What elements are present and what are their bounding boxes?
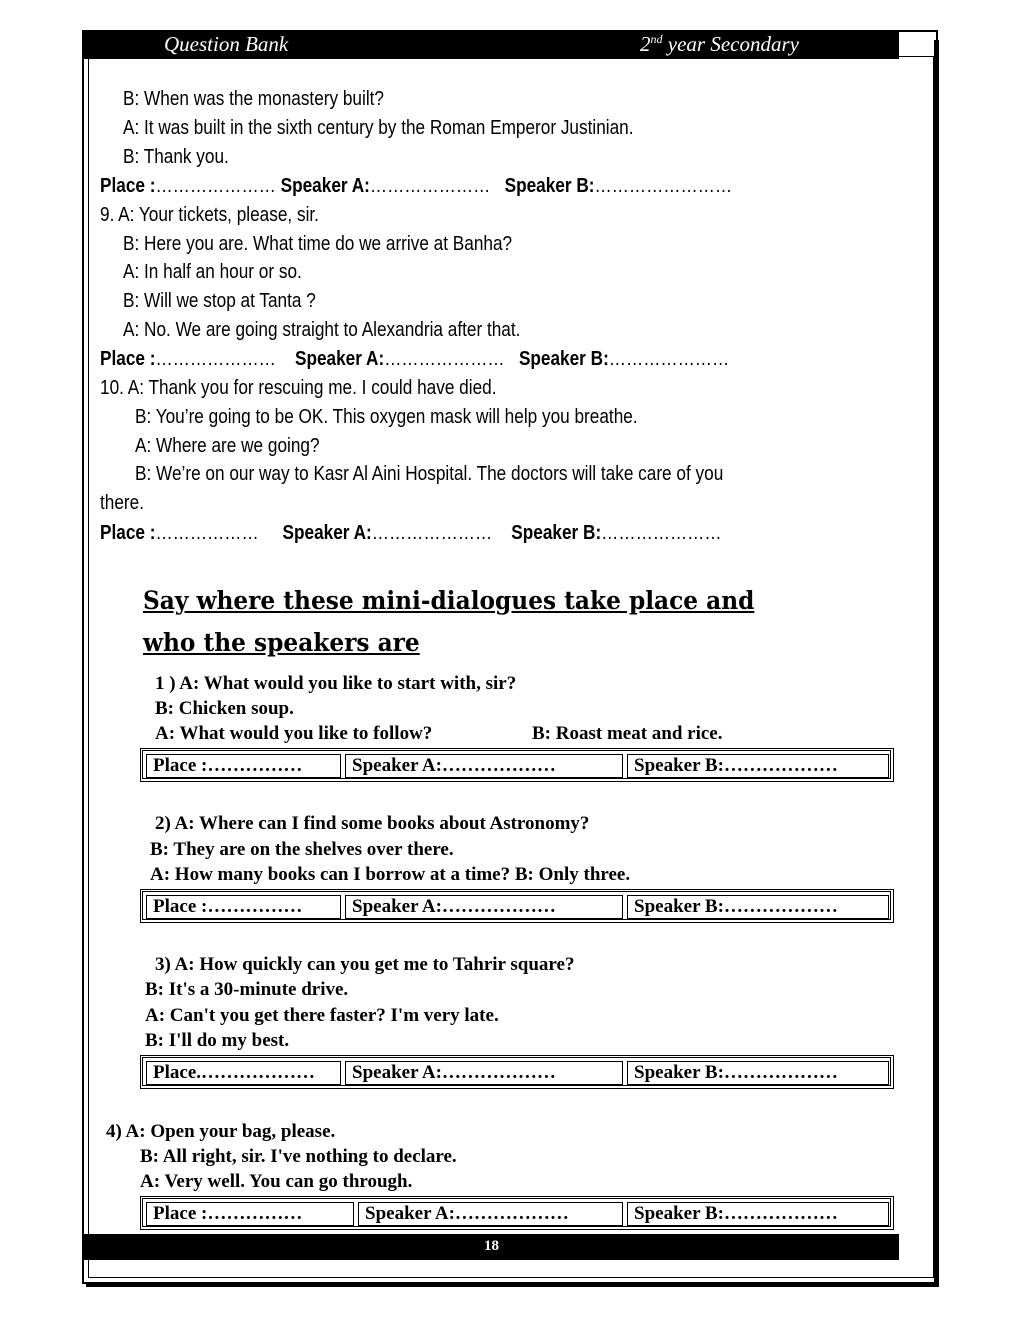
mini-dialogue-line: 1 ) A: What would you like to start with, sir? — [155, 673, 517, 694]
dialogue-line: B: Here you are. What time do we arrive at Banha? — [123, 233, 513, 255]
speaker-b-label: Speaker B: — [511, 522, 602, 544]
mini-dialogue-line: B: All right, sir. I've nothing to declare. — [140, 1146, 457, 1167]
section-heading-line-1: Say where these mini-dialogues take place and — [143, 586, 755, 615]
place-cell[interactable]: Place :…………… — [146, 895, 341, 919]
dialogue-line: A: In half an hour or so. — [123, 261, 302, 283]
place-blank[interactable]: ……………… — [155, 522, 259, 544]
dialogue-line: A: Where are we going? — [135, 435, 320, 457]
header-grade — [640, 32, 799, 57]
speaker-a-cell[interactable]: Speaker A:……………… — [345, 895, 623, 919]
dialogue-line: 9. A: Your tickets, please, sir. — [100, 204, 319, 226]
answer-line-9 — [100, 348, 729, 371]
mini-dialogue-line: B: Roast meat and rice. — [532, 723, 723, 744]
speaker-a-label: Speaker A: — [294, 348, 385, 370]
frame-shadow-right — [934, 40, 939, 1286]
answer-table-4 — [140, 1196, 894, 1230]
mini-dialogue-line: B: Chicken soup. — [155, 698, 294, 719]
dialogue-line: B: We’re on our way to Kasr Al Aini Hospital. The doctors will take care of you — [135, 463, 724, 485]
footer-bar — [84, 1234, 899, 1260]
mini-dialogue-line: B: I'll do my best. — [145, 1030, 290, 1051]
page-number: 18 — [484, 1238, 499, 1254]
place-blank[interactable]: ………………… — [155, 348, 276, 370]
header-title: Question Bank — [164, 32, 289, 56]
place-cell[interactable]: Place :…………… — [146, 754, 341, 778]
grade-number: 2 — [640, 32, 651, 56]
place-label: Place : — [100, 175, 156, 197]
mini-dialogue-line: B: They are on the shelves over there. — [150, 839, 454, 860]
speaker-b-blank[interactable]: …………………… — [594, 175, 733, 197]
answer-line-8 — [100, 175, 732, 198]
speaker-b-label: Speaker B: — [518, 348, 609, 370]
answer-line-10 — [100, 522, 722, 545]
speaker-a-label: Speaker A: — [282, 522, 372, 544]
mini-dialogue-line: A: How many books can I borrow at a time? B: Only three. — [150, 864, 631, 885]
speaker-b-cell[interactable]: Speaker B:……………… — [627, 895, 889, 919]
speaker-a-cell[interactable]: Speaker A:……………… — [345, 754, 623, 778]
speaker-b-cell[interactable]: Speaker B:……………… — [627, 1202, 889, 1226]
dialogue-line: A: It was built in the sixth century by the Roman Emperor Justinian. — [123, 117, 634, 139]
dialogue-line: B: When was the monastery built? — [123, 88, 384, 110]
frame-shadow-bottom — [86, 1282, 939, 1287]
place-label: Place : — [100, 348, 156, 370]
header-bar — [84, 31, 899, 59]
speaker-a-blank[interactable]: ………………… — [371, 522, 493, 544]
grade-suffix: nd — [650, 32, 663, 46]
speaker-b-cell[interactable]: Speaker B:……………… — [627, 1061, 889, 1085]
grade-label: year Secondary — [662, 32, 799, 56]
dialogue-line: B: Will we stop at Tanta ? — [123, 290, 316, 312]
dialogue-line: B: Thank you. — [123, 146, 229, 168]
place-blank[interactable]: ………………… — [155, 175, 276, 197]
answer-table-1 — [140, 748, 894, 782]
dialogue-line: 10. A: Thank you for rescuing me. I could have died. — [100, 377, 497, 399]
speaker-b-blank[interactable]: ………………… — [601, 522, 722, 544]
speaker-a-cell[interactable]: Speaker A:……………… — [358, 1202, 623, 1226]
place-cell[interactable]: Place :…………… — [146, 1202, 354, 1226]
speaker-b-label: Speaker B: — [504, 175, 595, 197]
mini-dialogue-line: 3) A: How quickly can you get me to Tahrir square? — [155, 954, 575, 975]
speaker-b-blank[interactable]: ………………… — [608, 348, 730, 370]
dialogue-line: A: No. We are going straight to Alexandria after that. — [123, 319, 521, 341]
answer-table-2 — [140, 889, 894, 923]
answer-table-3 — [140, 1055, 894, 1089]
speaker-a-blank[interactable]: ………………… — [369, 175, 491, 197]
mini-dialogue-line: 2) A: Where can I find some books about Astronomy? — [155, 813, 590, 834]
speaker-a-cell[interactable]: Speaker A:……………… — [345, 1061, 623, 1085]
mini-dialogue-line: 4) A: Open your bag, please. — [106, 1121, 336, 1142]
speaker-b-cell[interactable]: Speaker B:……………… — [627, 754, 889, 778]
place-cell[interactable]: Place.……………… — [146, 1061, 341, 1085]
dialogue-line: B: You’re going to be OK. This oxygen mask will help you breathe. — [135, 406, 638, 428]
mini-dialogue-line: A: Can't you get there faster? I'm very late. — [145, 1005, 499, 1026]
mini-dialogue-line: A: Very well. You can go through. — [140, 1171, 413, 1192]
mini-dialogue-line: B: It's a 30-minute drive. — [145, 979, 349, 1000]
section-heading-line-2: who the speakers are — [143, 628, 420, 657]
speaker-a-label: Speaker A: — [280, 175, 370, 197]
dialogue-line: there. — [100, 492, 144, 514]
mini-dialogue-line: A: What would you like to follow? — [155, 723, 433, 744]
speaker-a-blank[interactable]: ………………… — [384, 348, 505, 370]
place-label: Place : — [100, 522, 156, 544]
